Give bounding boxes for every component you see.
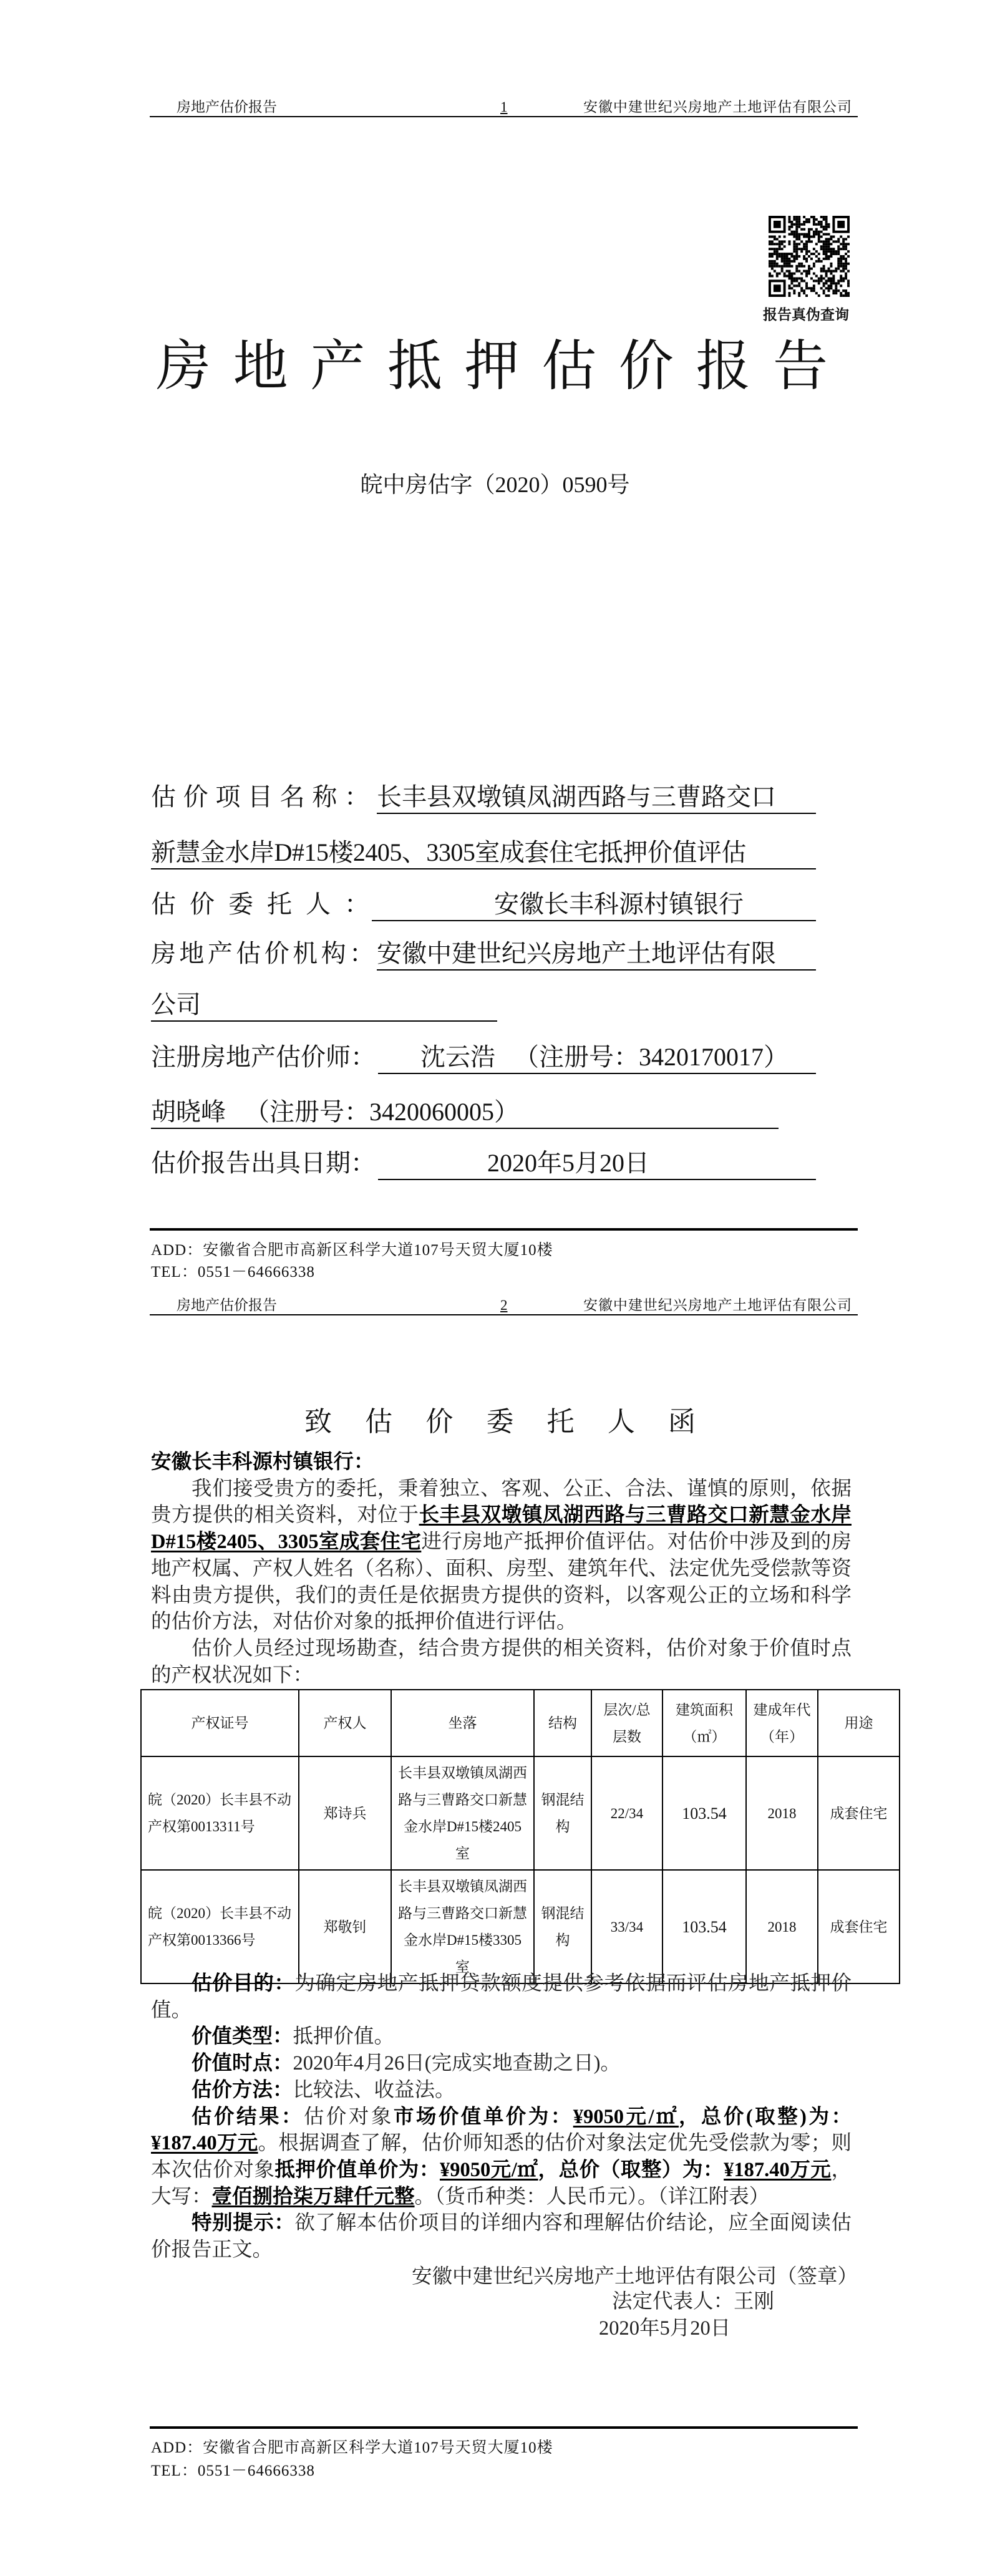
agency-value-cont: 公司 (151, 989, 497, 1022)
text: 抵押价值单价为： (274, 2158, 440, 2181)
project-name-value-cont: 新慧金水岸D#15楼2405、3305室成套住宅抵押价值评估 (151, 837, 816, 869)
header-company: 安徽中建世纪兴房地产土地评估有限公司 (583, 99, 852, 115)
table-row (141, 1870, 900, 1983)
signature-representative: 法定代表人：王刚 (612, 2290, 775, 2313)
letter-title: 致估价委托人函 (304, 1407, 696, 1437)
value: 2020年4月26日(完成实地查勘之日)。 (293, 2052, 621, 2075)
report-date-line (378, 1148, 816, 1180)
value-date (151, 2050, 852, 2077)
mortgage-unit-price: ¥9050元/㎡ (439, 2158, 538, 2181)
report-title: 房地产抵押估价报告 (156, 334, 828, 398)
text: ，总价(取整)为： (678, 2105, 852, 2128)
table-header: 用途 (818, 1690, 900, 1756)
qr-caption: 报告真伪查询 (763, 307, 849, 322)
valuation-method (151, 2077, 852, 2104)
footer-divider (150, 1228, 858, 1231)
value: 比较法、收益法。 (293, 2078, 455, 2101)
text: ，总价（取整）为： (538, 2158, 724, 2181)
appraiser-label: 注册房地产估价师： (151, 1043, 376, 1071)
usage: 成套住宅 (818, 1756, 900, 1870)
letter-intro (151, 1449, 852, 1688)
property-address: 长丰县双墩镇凤湖西路与三曹路交口新慧金水岸D#15楼2405、3305室成套住宅 (151, 1504, 852, 1554)
agency-label: 房地产估价机构： (151, 939, 374, 967)
owner: 郑诗兵 (299, 1756, 391, 1870)
label: 特别提示： (192, 2212, 295, 2235)
footer-divider (150, 2426, 858, 2429)
structure: 钢混结构 (534, 1870, 591, 1983)
location: 长丰县双墩镇凤湖西路与三曹路交口新慧金水岸D#15楼3305室 (391, 1870, 534, 1983)
qr-code (768, 216, 850, 297)
structure: 钢混结构 (534, 1756, 591, 1870)
text: 。（货币种类：人民币元）。（详江附表） (414, 2185, 770, 2208)
letter-details (151, 1970, 852, 2264)
table-header: 建筑面积（㎡） (662, 1690, 746, 1756)
cert-number: 皖（2020）长丰县不动产权第0013366号 (141, 1870, 299, 1983)
header-company: 安徽中建世纪兴房地产土地评估有限公司 (583, 1297, 852, 1313)
table-row (141, 1756, 900, 1870)
client-value: 安徽长丰科源村镇银行 (494, 890, 744, 918)
project-name-label: 估价项目名称： (151, 783, 369, 811)
para1-text-cont: 进行房地产抵押价值评估。对估价中涉及到的房地产权属、产权人姓名（名称）、面积、房型、建筑年代、法定优先受偿款等资料由贵方提供，我们的责任是依据贵方提供的资料，以客观公正的立场和科学的估价方法，对估价对象的抵押价值进行评估。 (151, 1531, 852, 1634)
footer-tel: TEL：0551－64666338 (151, 2462, 315, 2479)
signature-date: 2020年5月20日 (599, 2317, 731, 2340)
area: 103.54 (662, 1756, 746, 1870)
valuation-purpose (151, 1970, 852, 2023)
footer-address: ADD：安徽省合肥市高新区科学大道107号天贸大厦10楼 (151, 1242, 553, 1259)
label: 估价目的： (192, 1972, 295, 1995)
table-header: 产权证号 (141, 1690, 299, 1756)
report-date-value: 2020年5月20日 (487, 1149, 649, 1177)
table-header: 产权人 (299, 1690, 391, 1756)
table-header: 结构 (534, 1690, 591, 1756)
footer-tel: TEL：0551－64666338 (151, 1264, 315, 1281)
agency-value: 安徽中建世纪兴房地产土地评估有限 (377, 938, 816, 971)
header-divider (150, 1314, 858, 1315)
footer-address: ADD：安徽省合肥市高新区科学大道107号天贸大厦10楼 (151, 2439, 553, 2456)
text: ，大写： (151, 2158, 852, 2208)
report-date-label: 估价报告出具日期： (151, 1149, 376, 1177)
letter-addressee: 安徽长丰科源村镇银行： (151, 1451, 374, 1473)
label: 价值类型： (192, 2025, 293, 2048)
area: 103.54 (662, 1870, 746, 1983)
label: 估价结果： (192, 2105, 304, 2128)
year-built: 2018 (746, 1870, 818, 1983)
market-unit-price: ¥9050元/㎡ (573, 2105, 679, 2128)
page-number: 2 (500, 1297, 508, 1313)
table-header: 层次/总层数 (591, 1690, 662, 1756)
amount-in-words: 壹佰捌拾柒万肆仟元整 (211, 2185, 415, 2208)
year-built: 2018 (746, 1756, 818, 1870)
document-number: 皖中房估字（2020）0590号 (360, 472, 630, 497)
letter-paragraph-1 (151, 1476, 852, 1635)
text: 市场价值单价为： (393, 2105, 573, 2128)
appraiser-value-line (378, 1042, 816, 1074)
table-header: 坐落 (391, 1690, 534, 1756)
signature-company: 安徽中建世纪兴房地产土地评估有限公司（签章） (412, 2265, 858, 2288)
text: 。根据调查了解，估价师知悉的估价对象法定优先受偿款为零；则本次估价对象 (151, 2132, 852, 2181)
header-left-title: 房地产估价报告 (177, 1297, 277, 1313)
valuation-result (151, 2104, 852, 2210)
table-header: 建成年代（年） (746, 1690, 818, 1756)
header-left-title: 房地产估价报告 (177, 99, 277, 115)
table-header-row (141, 1690, 900, 1756)
value: 欲了解本估价项目的详细内容和理解估价结论，应全面阅读估价报告正文。 (151, 2212, 852, 2262)
special-notice (151, 2210, 852, 2263)
usage: 成套住宅 (818, 1870, 900, 1983)
value-type (151, 2023, 852, 2050)
client-label: 估价委托人： (151, 890, 369, 918)
value: 为确定房地产抵押贷款额度提供参考依据而评估房地产抵押价值。 (151, 1972, 852, 2022)
cert-number: 皖（2020）长丰县不动产权第0013311号 (141, 1756, 299, 1870)
location: 长丰县双墩镇凤湖西路与三曹路交口新慧金水岸D#15楼2405室 (391, 1756, 534, 1870)
label: 价值时点： (192, 2052, 293, 2075)
text: 估价对象 (303, 2105, 394, 2128)
market-total-price: ¥187.40万元 (151, 2132, 258, 2155)
header-divider (150, 116, 858, 117)
property-rights-table (140, 1689, 900, 1984)
letter-paragraph-2: 估价人员经过现场勘查，结合贵方提供的相关资料，估价对象于价值时点的产权状况如下： (151, 1637, 852, 1687)
floor: 33/34 (591, 1870, 662, 1983)
page-number: 1 (500, 99, 508, 115)
owner: 郑敬钊 (299, 1870, 391, 1983)
label: 估价方法： (192, 2078, 293, 2101)
client-value-line (372, 889, 816, 921)
value: 抵押价值。 (293, 2025, 395, 2048)
project-name-value: 长丰县双墩镇凤湖西路与三曹路交口 (377, 782, 816, 814)
appraiser-value-2: 胡晓峰 （注册号：3420060005） (151, 1097, 779, 1129)
mortgage-total-price: ¥187.40万元 (724, 2158, 832, 2181)
floor: 22/34 (591, 1756, 662, 1870)
appraiser-value-1: 沈云浩 （注册号：3420170017） (420, 1043, 789, 1071)
para1-text: 我们接受贵方的委托，秉着独立、客观、公正、合法、谨慎的原则，依据贵方提供的相关资料，对位于 (151, 1477, 852, 1527)
